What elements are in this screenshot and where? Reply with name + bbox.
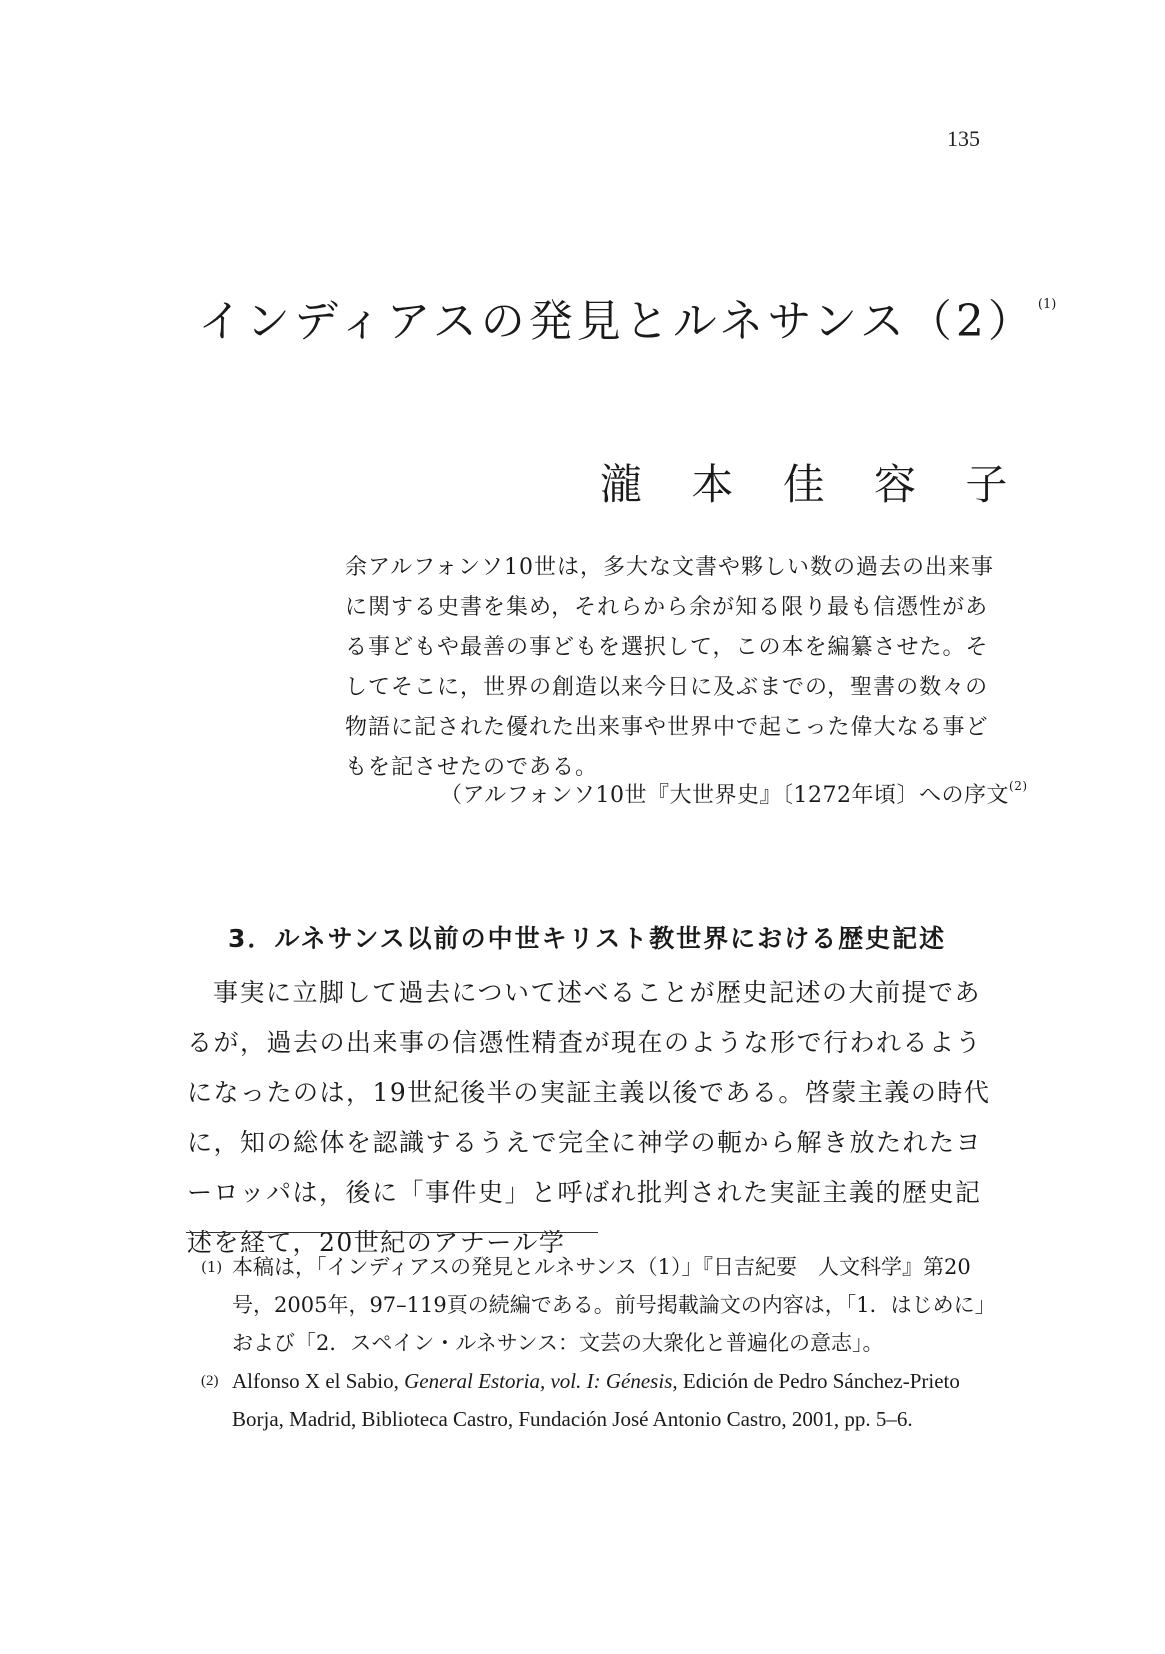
body-paragraph xyxy=(187,968,1007,1268)
epigraph-footnote-ref[interactable]: (2) xyxy=(1009,779,1028,793)
epigraph-source-text: （アルフォンソ10世『大世界史』〔1272年頃〕への序文 xyxy=(440,783,1010,808)
author-name: 瀧 本 佳 容 子 xyxy=(600,460,1026,509)
page-number: 135 xyxy=(947,126,980,151)
epigraph-source xyxy=(440,778,1028,809)
footnotes xyxy=(187,1248,1007,1438)
footnote-2 xyxy=(187,1362,1007,1438)
epigraph-quote: 余アルフォンソ10世は，多大な文書や夥しい数の過去の出来事に関する史書を集め，それらから余が知る限り最も信憑性がある事どもや最善の事どもを選択して，この本を編纂させた。そしてそこに，世界の創造以来今日に及ぶまでの，聖書の数々の物語に記された優れた出来事や世界中で起こった偉大なる事どもを記させたのである。 xyxy=(345,555,995,780)
footnote-text-before: Alfonso X el Sabio, xyxy=(232,1369,405,1393)
section-heading: 3．ルネサンス以前の中世キリスト教世界における歴史記述 xyxy=(228,923,947,953)
footnote-1 xyxy=(187,1248,1007,1362)
title-footnote-ref[interactable]: (1) xyxy=(1037,297,1057,313)
footnote-divider xyxy=(186,1232,598,1233)
article-title xyxy=(198,285,1057,349)
footnote-book-title: General Estoria, vol. I: Génesis xyxy=(404,1369,673,1393)
body-paragraph-text: 事実に立脚して過去について述べることが歴史記述の大前提であるが，過去の出来事の信憑性精査が現在のような形で行われるようになったのは，19世紀後半の実証主義以後である。啓蒙主義の時代に，知の総体を認識するうえで完全に神学の軛から解き放たれたヨーロッパは，後に「事件史」と呼ばれ批判された実証主義的歴史記述を経て，20世紀のアナール学 xyxy=(187,978,991,1257)
footnote-text-after: , Edición de Pedro Sánchez-Prieto Borja, Madrid, Biblioteca Castro, Fundación José Antonio Castro, 2001, pp. 5–6. xyxy=(232,1369,960,1431)
article-title-text: インディアスの発見とルネサンス（2） xyxy=(198,296,1036,348)
footnote-marker: (1) xyxy=(201,1258,223,1276)
footnote-text: 本稿は，「インディアスの発見とルネサンス（1）」『日吉紀要 人文科学』第20号，2005年，97–119頁の続編である。前号掲載論文の内容は，「1．はじめに」および「2．スペイン・ルネサンス：文芸の大衆化と普遍化の意志」。 xyxy=(232,1255,996,1355)
footnote-marker: (2) xyxy=(201,1373,219,1389)
